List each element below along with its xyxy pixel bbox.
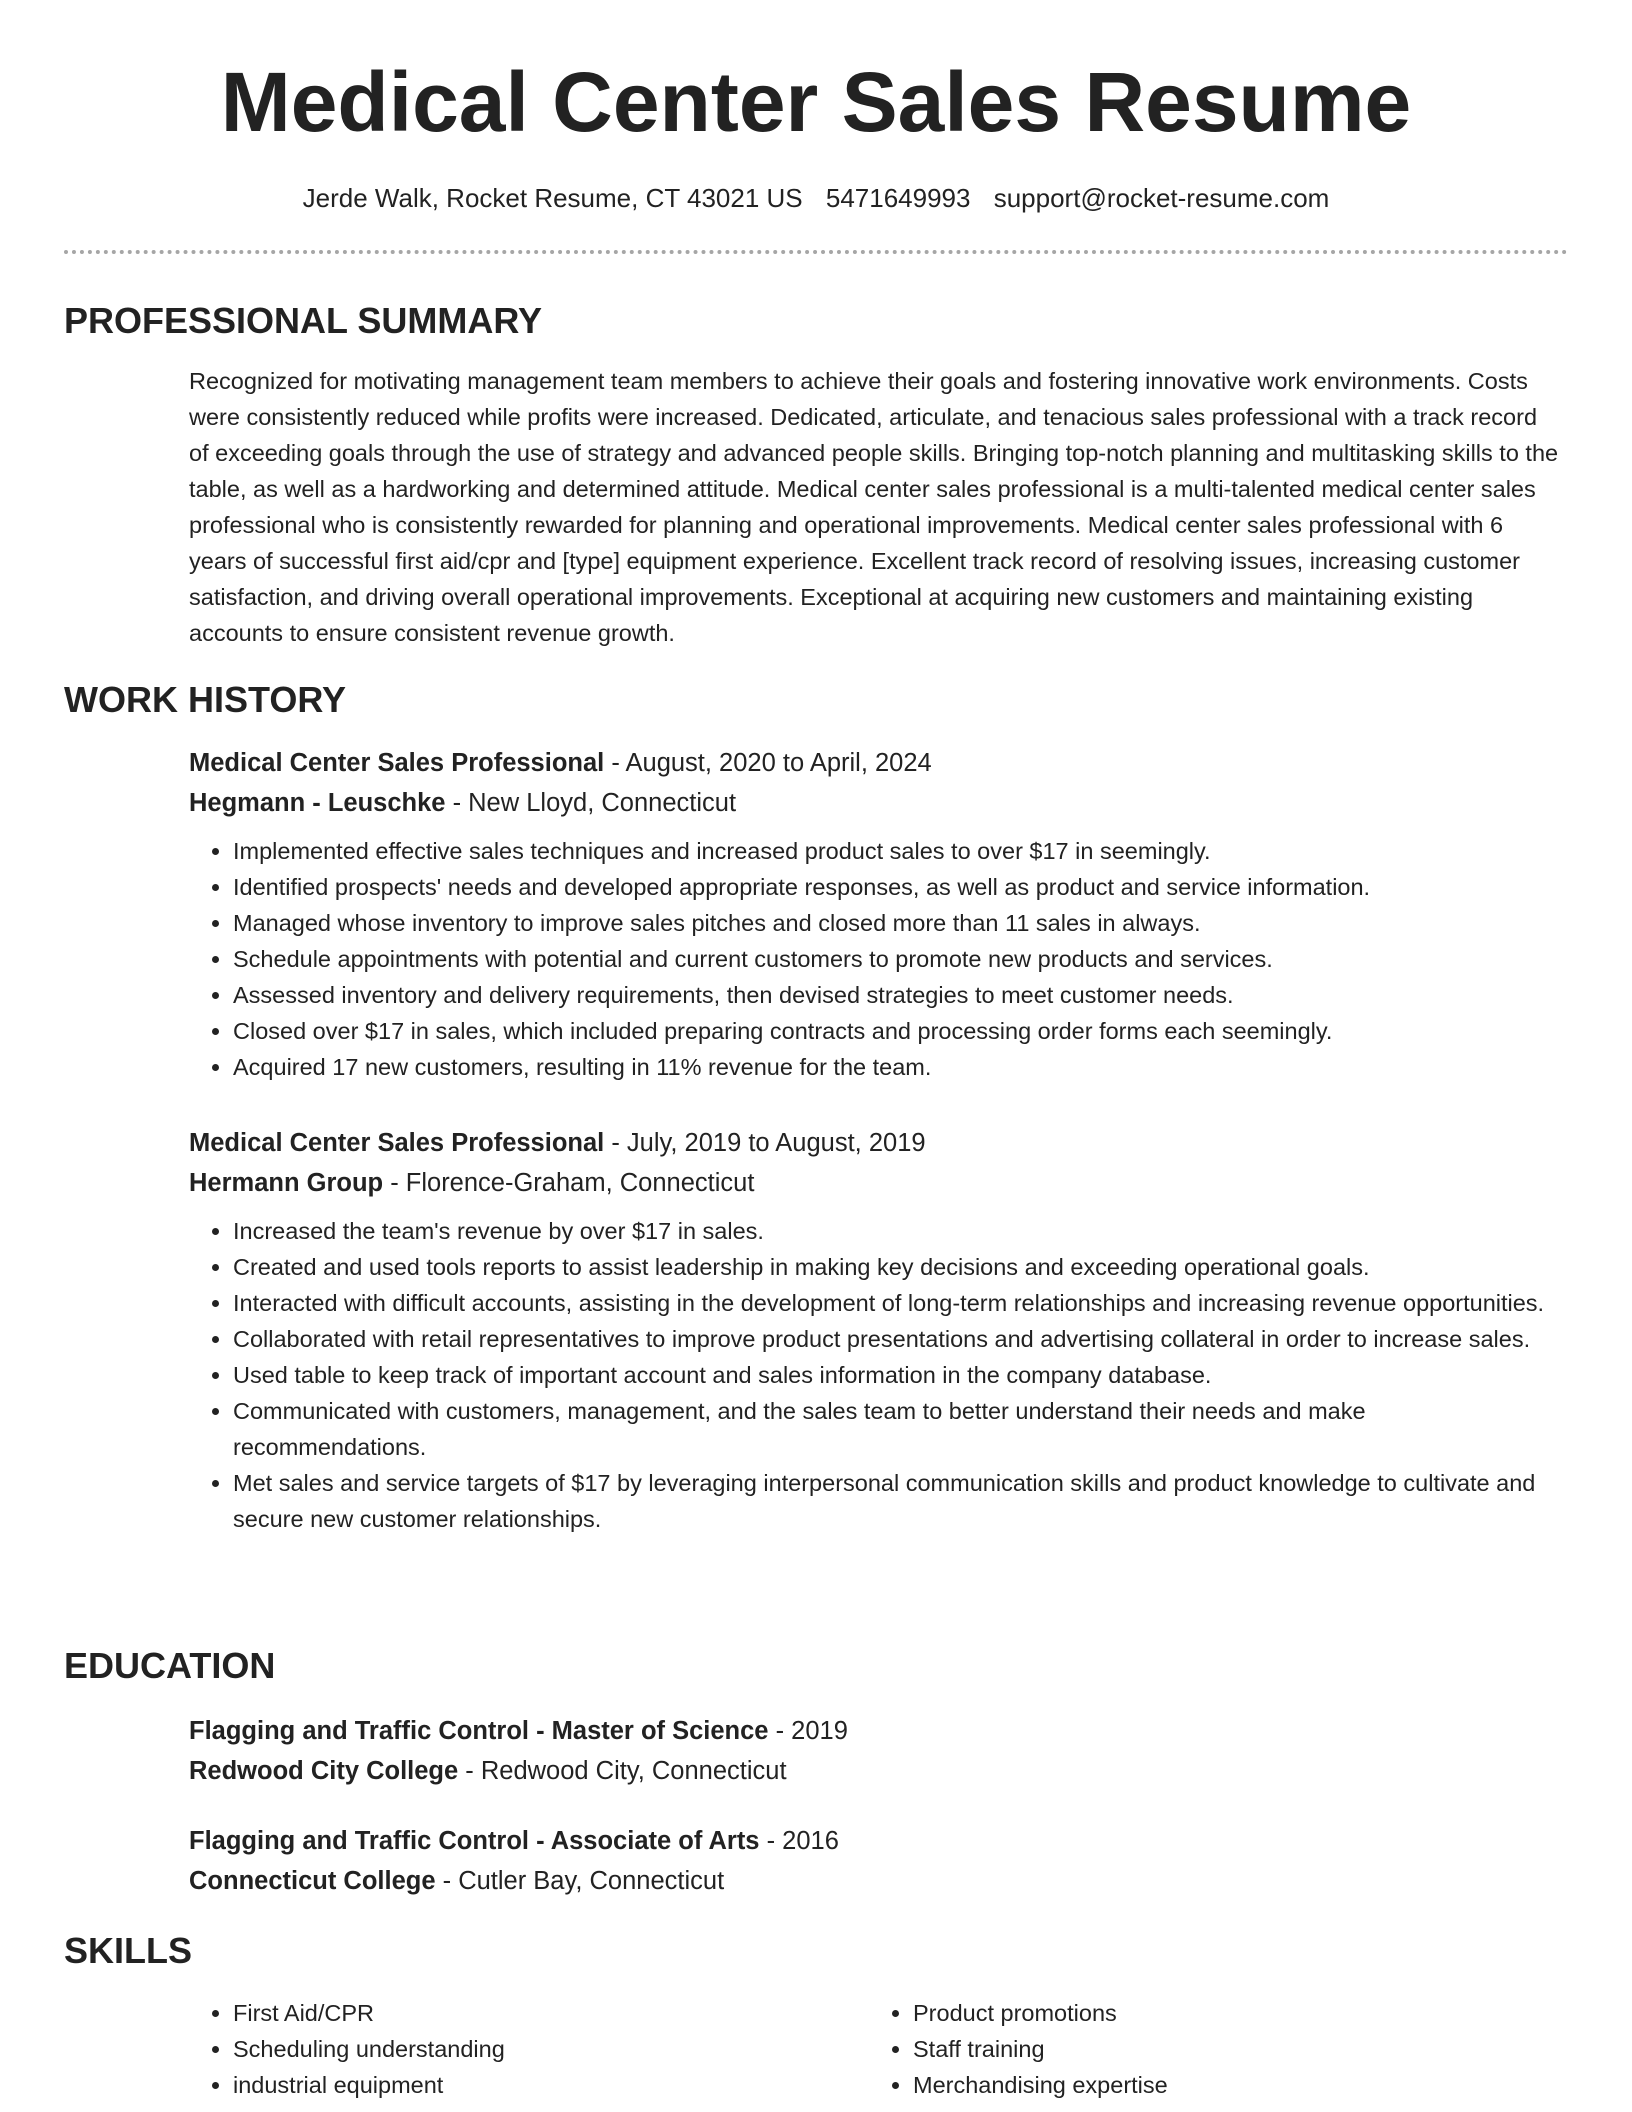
degree-line <box>189 1821 1559 1861</box>
job-company-line <box>189 1163 1559 1203</box>
list-item: • Met sales and service targets of $17 by leveraging interpersonal communication skills and product knowledge to cultivate and secure new customer relationships. <box>233 1465 1559 1537</box>
job-title-line <box>189 1123 1559 1163</box>
list-item: • Managed whose inventory to improve sales pitches and closed more than 11 sales in always. <box>233 905 1559 941</box>
list-item: • Merchandising expertise <box>913 2067 1549 2103</box>
header-divider <box>64 250 1568 254</box>
list-item: • Schedule appointments with potential and current customers to promote new products and services. <box>233 941 1559 977</box>
list-item: • First Aid/CPR <box>233 1995 869 2031</box>
job-company: Hegmann - Leuschke <box>189 789 446 817</box>
list-item: • Used table to keep track of important account and sales information in the company database. <box>233 1357 1559 1393</box>
skills-list <box>189 1995 1559 2103</box>
contact-line <box>0 180 1632 216</box>
education-entry <box>189 1821 1559 1901</box>
job-location: - Florence-Graham, Connecticut <box>383 1169 755 1197</box>
degree-year: - 2019 <box>768 1717 848 1745</box>
school-line <box>189 1861 1559 1901</box>
list-item: • Increased the team's revenue by over $17 in sales. <box>233 1213 1559 1249</box>
job-title-line <box>189 743 1559 783</box>
job-role: Medical Center Sales Professional <box>189 749 605 777</box>
education-heading: EDUCATION <box>64 1645 276 1686</box>
list-item: • Closed over $17 in sales, which included preparing contracts and processing order forms each seemingly. <box>233 1013 1559 1049</box>
contact-phone: 5471649993 <box>825 183 971 213</box>
summary-section <box>189 363 1559 651</box>
job-dates: - July, 2019 to August, 2019 <box>604 1129 926 1157</box>
skills-heading: SKILLS <box>64 1930 193 1971</box>
list-item: • Staff training <box>913 2031 1549 2067</box>
school-location: - Redwood City, Connecticut <box>458 1757 787 1785</box>
job-role: Medical Center Sales Professional <box>189 1129 605 1157</box>
list-item: • Created and used tools reports to assist leadership in making key decisions and exceeding operational goals. <box>233 1249 1559 1285</box>
skills-list-left <box>189 1995 869 2103</box>
job-location: - New Lloyd, Connecticut <box>445 789 737 817</box>
list-item: • Communicated with customers, management, and the sales team to better understand their needs and make recommendations. <box>233 1393 1559 1465</box>
skills-column-left <box>189 1995 869 2103</box>
list-item: • Acquired 17 new customers, resulting in 11% revenue for the team. <box>233 1049 1559 1085</box>
school-name: Connecticut College <box>189 1867 436 1895</box>
job-duties-list <box>189 1213 1559 1537</box>
degree-line <box>189 1711 1559 1751</box>
resume-name: Medical Center Sales Resume <box>220 55 1412 149</box>
skills-column-right <box>869 1995 1549 2103</box>
work-history-heading: WORK HISTORY <box>64 679 347 720</box>
degree-name: Flagging and Traffic Control - Master of Science <box>189 1717 769 1745</box>
job-company-line <box>189 783 1559 823</box>
list-item: • Collaborated with retail representatives to improve product presentations and advertising collateral in order to increase sales. <box>233 1321 1559 1357</box>
skills-list-right <box>869 1995 1549 2103</box>
education-entry <box>189 1711 1559 1791</box>
degree-name: Flagging and Traffic Control - Associate of Arts <box>189 1827 760 1855</box>
contact-address: Jerde Walk, Rocket Resume, CT 43021 US <box>302 183 803 213</box>
school-location: - Cutler Bay, Connecticut <box>435 1867 725 1895</box>
list-item: • Assessed inventory and delivery requirements, then devised strategies to meet customer needs. <box>233 977 1559 1013</box>
list-item: • industrial equipment <box>233 2067 869 2103</box>
list-item: • Scheduling understanding <box>233 2031 869 2067</box>
job-entry <box>189 743 1559 1085</box>
summary-text: Recognized for motivating management team members to achieve their goals and fostering innovative work environments. Costs were consistently reduced while profits were increased. Dedicated, articulate, and tenacious sales professional with a track record of exceeding goals through the use of strategy and advanced people skills. Bringing top-notch planning and multitasking skills to the table, as well as a hardworking and determined attitude. Medical center sales professional is a multi-talented medical center sales professional who is consistently rewarded for planning and operational improvements. Medical center sales professional with 6 years of successful first aid/cpr and [type] equipment experience. Excellent track record of resolving issues, increasing customer satisfaction, and driving overall operational improvements. Exceptional at acquiring new customers and maintaining existing accounts to ensure consistent revenue growth. <box>189 368 1559 646</box>
job-company: Hermann Group <box>189 1169 384 1197</box>
school-line <box>189 1751 1559 1791</box>
contact-email: support@rocket-resume.com <box>993 183 1330 213</box>
list-item: • Interacted with difficult accounts, assisting in the development of long-term relationships and increasing revenue opportunities. <box>233 1285 1559 1321</box>
job-entry <box>189 1123 1559 1537</box>
list-item: • Product promotions <box>913 1995 1549 2031</box>
summary-heading: PROFESSIONAL SUMMARY <box>64 300 543 341</box>
school-name: Redwood City College <box>189 1757 459 1785</box>
degree-year: - 2016 <box>759 1827 839 1855</box>
job-dates: - August, 2020 to April, 2024 <box>604 749 932 777</box>
list-item: • Identified prospects' needs and developed appropriate responses, as well as product and service information. <box>233 869 1559 905</box>
job-duties-list <box>189 833 1559 1085</box>
list-item: • Implemented effective sales techniques and increased product sales to over $17 in seemingly. <box>233 833 1559 869</box>
